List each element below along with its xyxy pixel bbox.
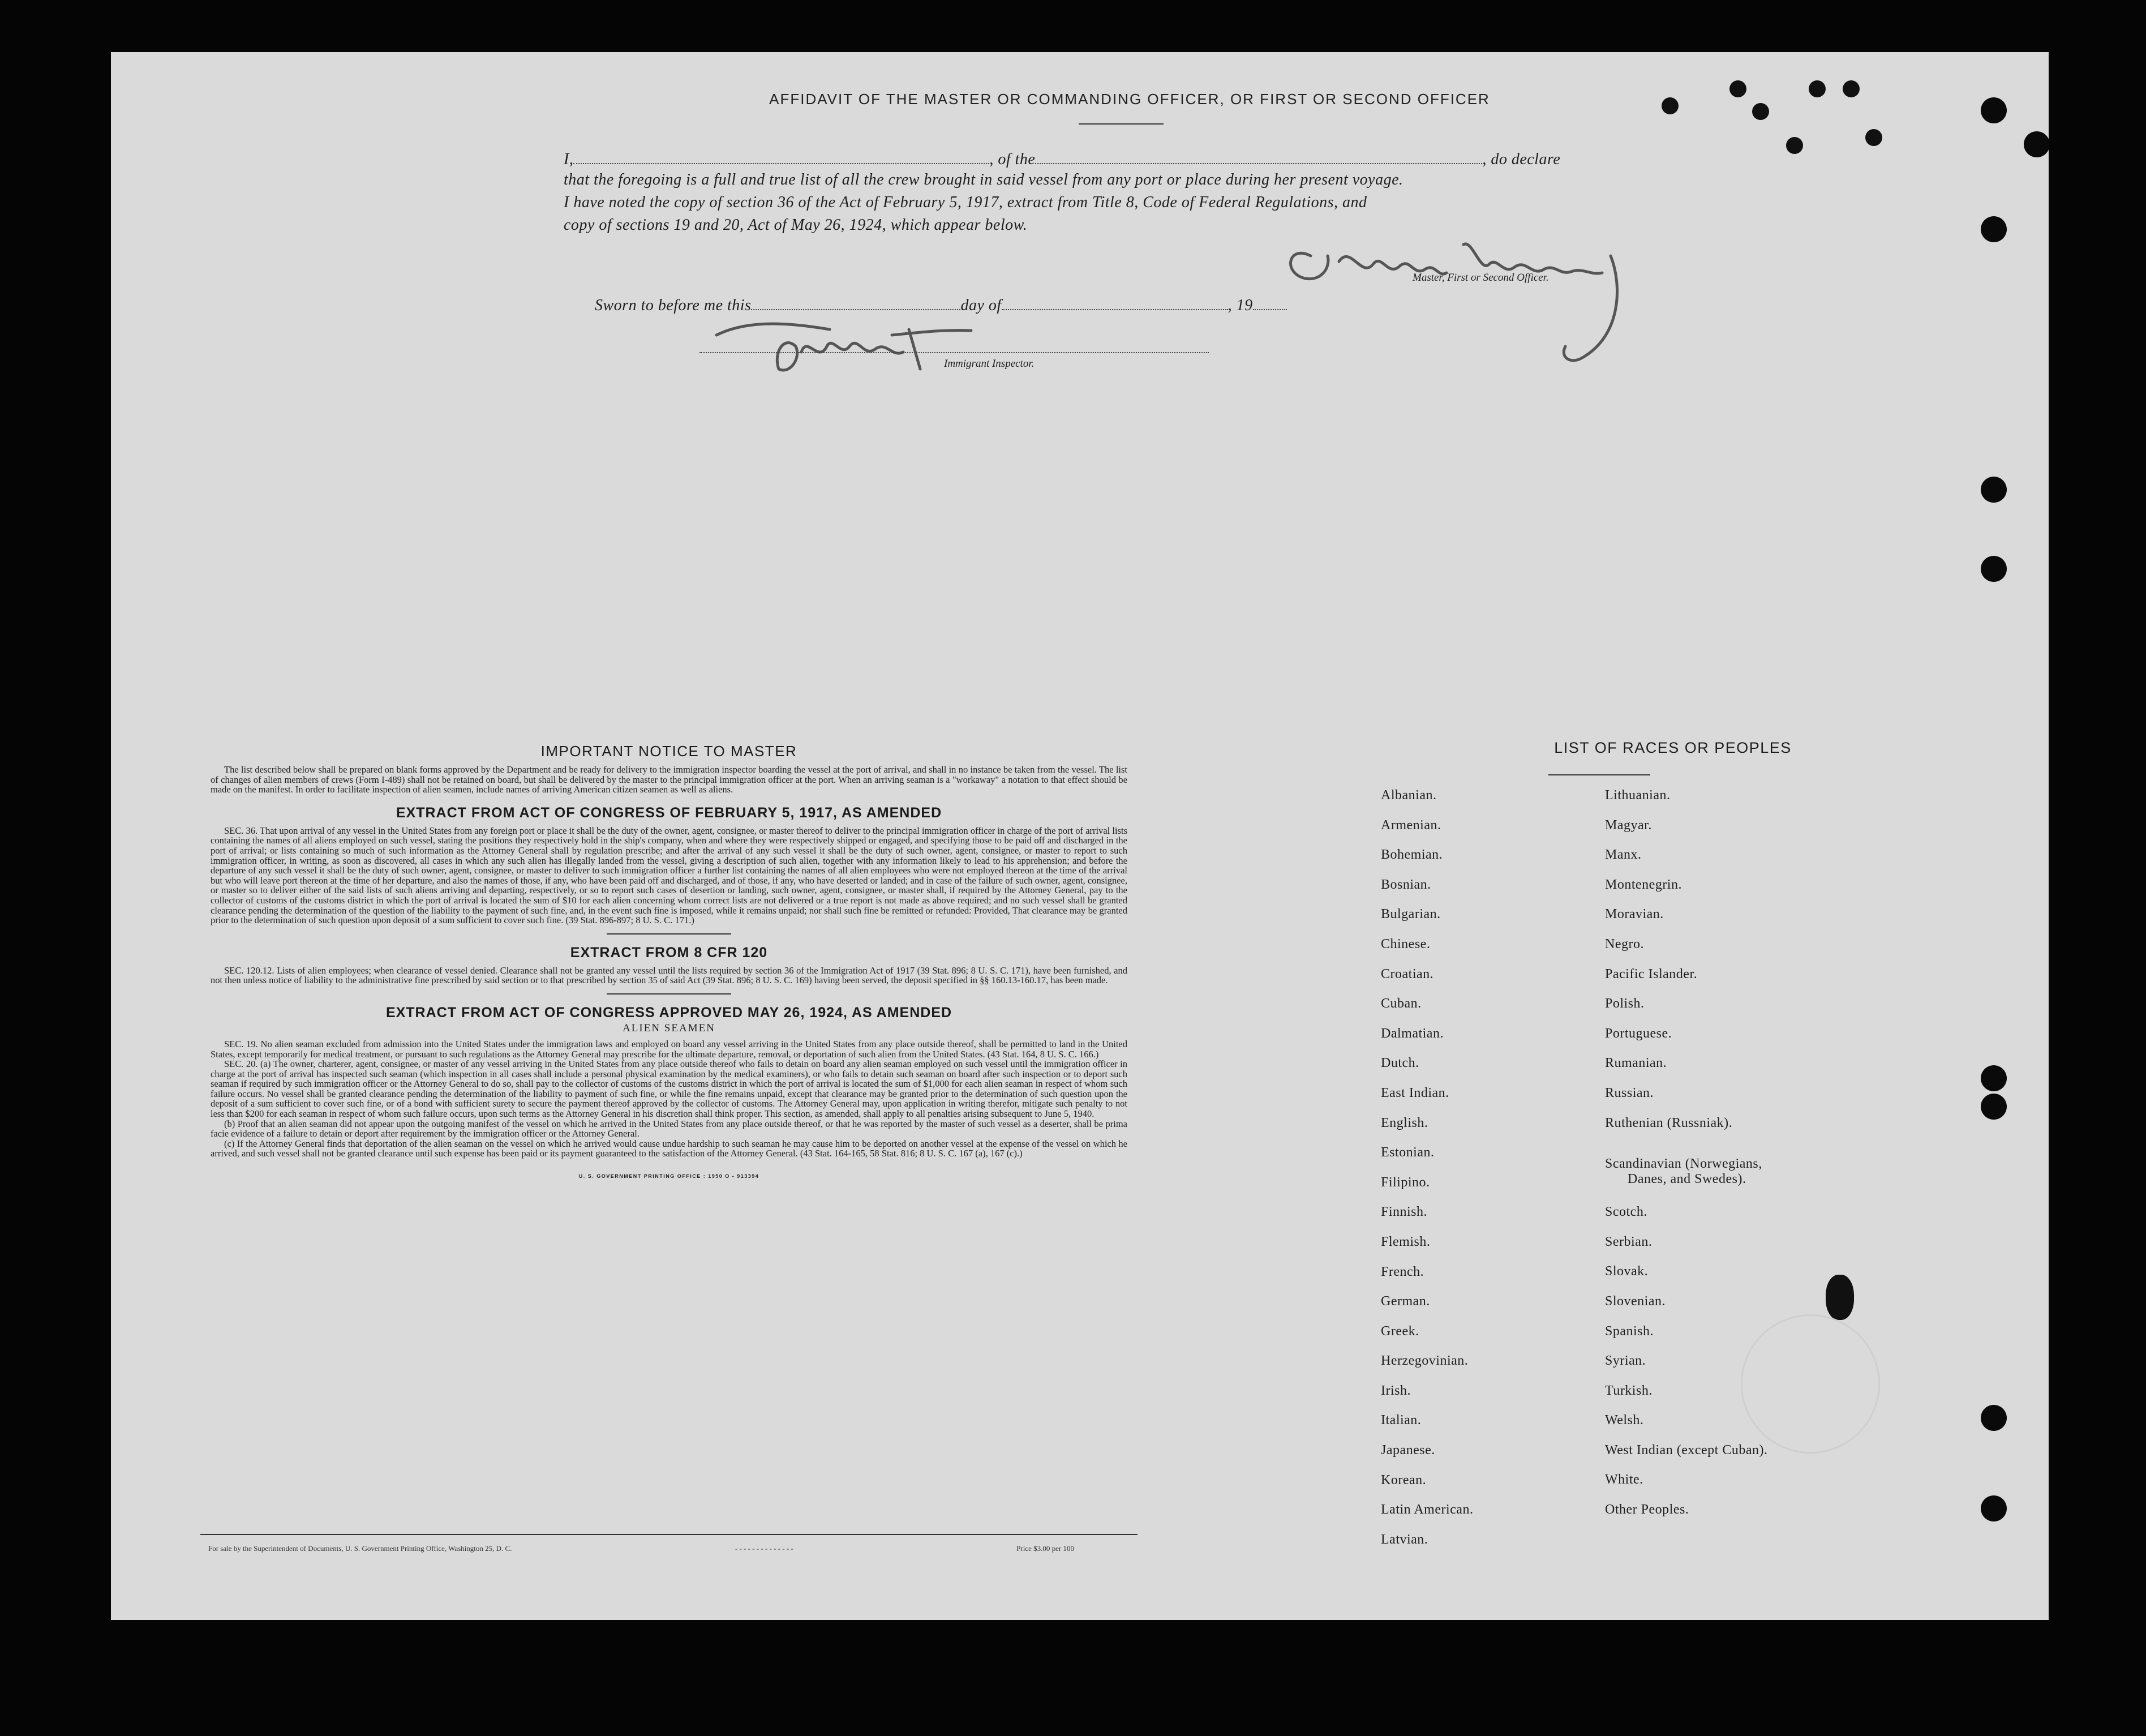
extract-cfr-title: EXTRACT FROM 8 CFR 120 bbox=[570, 944, 768, 961]
inspector-signature-caption: Immigrant Inspector. bbox=[944, 358, 1035, 370]
race-item: Filipino. bbox=[1381, 1175, 1430, 1190]
race-item: Bosnian. bbox=[1381, 877, 1431, 892]
ink-blot bbox=[1865, 129, 1882, 146]
race-item: Ruthenian (Russniak). bbox=[1605, 1115, 1733, 1130]
section-20c-text: (c) If the Attorney General finds that deportation of the alien seaman on the vessel on which he arrived would cause undue hardship to such seaman he may cause him to be deported on another vessel at the expense of the vessel on which he arrived, and such vessel shall not be granted clearance until such expense has been paid or its payment guaranteed to the satisfaction of the Attorney General. (43 Stat. 164-165, 58 Stat. 816; 8 U. S. C. 167 (a), 167 (c).) bbox=[211, 1138, 1127, 1159]
footer-dashes: - - - - - - - - - - - - - - bbox=[735, 1544, 793, 1553]
race-item: French. bbox=[1381, 1264, 1424, 1279]
extract-cfr-rule bbox=[607, 993, 731, 995]
ink-blot bbox=[1843, 80, 1860, 97]
section-120-12-text: SEC. 120.12. Lists of alien employees; when clearance of vessel denied. Clearance shall not be granted any vessel until the lists required by section 36 of the Immigration Act of 1917 (39 Stat. 896; 8 U. S. C. 171), have been furnished, and not then unless notice of liability to the administrative fine prescribed by said section or to that prescribed by section 35 of said Act (39 Stat. 896; 8 U. S. C. 169) having been served, the deposit specified in §§ 160.13-160.17, has been made. bbox=[211, 965, 1127, 986]
race-item: Serbian. bbox=[1605, 1234, 1653, 1249]
race-item: Bohemian. bbox=[1381, 847, 1443, 863]
extract-1924-title: EXTRACT FROM ACT OF CONGRESS APPROVED MAY 26, 1924, AS AMENDED bbox=[385, 1004, 952, 1021]
race-item: Negro. bbox=[1605, 936, 1644, 951]
race-item: Chinese. bbox=[1381, 936, 1431, 951]
binder-hole bbox=[1981, 1495, 2007, 1521]
race-item: Moravian. bbox=[1605, 907, 1664, 922]
binder-hole bbox=[1981, 1094, 2007, 1120]
race-item: Manx. bbox=[1605, 847, 1642, 863]
footer-sale-text: For sale by the Superintendent of Documents, U. S. Government Printing Office, Washington 25, D. C. bbox=[208, 1544, 512, 1553]
alien-seamen-subtitle: ALIEN SEAMEN bbox=[623, 1022, 715, 1034]
race-item: Pacific Islander. bbox=[1605, 966, 1698, 981]
master-signature-caption: Master, First or Second Officer. bbox=[1413, 272, 1549, 284]
race-item: Cuban. bbox=[1381, 996, 1422, 1011]
declaration-do-declare-label: , do declare bbox=[1482, 151, 1561, 168]
race-item: Albanian. bbox=[1381, 788, 1437, 803]
race-item: Armenian. bbox=[1381, 817, 1441, 833]
race-item: West Indian (except Cuban). bbox=[1605, 1442, 1768, 1458]
race-item: Russian. bbox=[1605, 1085, 1654, 1100]
race-item: Rumanian. bbox=[1605, 1056, 1667, 1071]
inspector-signature-line bbox=[699, 352, 1209, 353]
binder-hole bbox=[1981, 477, 2007, 503]
binder-hole bbox=[1981, 1405, 2007, 1431]
sworn-day-of-label: day of bbox=[960, 297, 1002, 314]
extract-cfr-body bbox=[211, 966, 1127, 985]
declarant-name-field[interactable] bbox=[573, 148, 989, 164]
extract-1917-rule bbox=[607, 933, 731, 935]
race-item: Croatian. bbox=[1381, 966, 1434, 981]
form-page bbox=[111, 52, 2049, 1620]
extract-1924-body bbox=[211, 1039, 1127, 1159]
races-left-column bbox=[1381, 788, 1619, 1562]
declaration-line-1 bbox=[564, 148, 1650, 171]
ink-blot bbox=[1662, 97, 1679, 114]
declaration-line-4: copy of sections 19 and 20, Act of May 26, 1924, which appear below. bbox=[564, 216, 1028, 234]
ink-blot bbox=[1729, 80, 1746, 97]
declaration-line-2: that the foregoing is a full and true list of all the crew brought in said vessel from any port or place during her present voyage. bbox=[564, 171, 1404, 188]
sworn-year-field[interactable] bbox=[1253, 294, 1287, 310]
important-notice-body bbox=[211, 765, 1127, 795]
race-item: Dutch. bbox=[1381, 1056, 1419, 1071]
race-item: Bulgarian. bbox=[1381, 907, 1441, 922]
race-scandinavian-line-2: Danes, and Swedes). bbox=[1628, 1172, 1746, 1187]
race-item: Slovak. bbox=[1605, 1264, 1649, 1279]
race-item: Lithuanian. bbox=[1605, 788, 1671, 803]
important-notice-title: IMPORTANT NOTICE TO MASTER bbox=[540, 743, 797, 760]
extract-1924-section bbox=[200, 1005, 1138, 1179]
binder-hole bbox=[2024, 131, 2049, 157]
declaration-line-3: I have noted the copy of section 36 of the Act of February 5, 1917, extract from Title 8, Code of Federal Regulations, and bbox=[564, 194, 1367, 211]
extract-1917-body bbox=[211, 826, 1127, 925]
race-item: Dalmatian. bbox=[1381, 1026, 1444, 1041]
notice-column bbox=[200, 743, 1138, 1189]
race-item: Scotch. bbox=[1605, 1205, 1647, 1220]
race-item: German. bbox=[1381, 1294, 1430, 1309]
ink-blot bbox=[1752, 103, 1769, 120]
race-item: Spanish. bbox=[1605, 1323, 1654, 1339]
race-item: Latvian. bbox=[1381, 1532, 1428, 1547]
extract-1917-section bbox=[200, 805, 1138, 935]
affidavit-title-rule bbox=[1079, 123, 1164, 125]
race-item: Irish. bbox=[1381, 1383, 1411, 1398]
race-item-scandinavian bbox=[1605, 1145, 1922, 1205]
faint-stamp bbox=[1741, 1314, 1880, 1454]
race-item: Turkish. bbox=[1605, 1383, 1653, 1398]
footer-price: Price $3.00 per 100 bbox=[1016, 1544, 1074, 1553]
race-scandinavian-line-1: Scandinavian (Norwegians, bbox=[1605, 1156, 1762, 1172]
race-item: Syrian. bbox=[1605, 1353, 1646, 1369]
race-item: Polish. bbox=[1605, 996, 1645, 1011]
race-item: English. bbox=[1381, 1115, 1428, 1130]
race-item: Herzegovinian. bbox=[1381, 1353, 1469, 1369]
race-item: Magyar. bbox=[1605, 817, 1652, 833]
ink-blot bbox=[1809, 80, 1826, 97]
ink-blot bbox=[1786, 137, 1803, 154]
declaration-i-label: I, bbox=[564, 151, 574, 168]
race-item: Estonian. bbox=[1381, 1145, 1435, 1160]
binder-hole bbox=[1981, 216, 2007, 242]
section-36-text: SEC. 36. That upon arrival of any vessel in the United States from any foreign port or place it shall be the duty of the owner, agent, consignee, or master thereof to deliver to the principal immigration officer in charge of the port of arrival lists containing the names of all aliens employed on such vessel, stating the positions they respectively hold in the ship's company, when and where they were respectively shipped or engaged, and specifying those to be paid off and discharged in the port of arrival; or lists containing so much of such information as the Attorney General shall by regulation prescribe; and after the arrival of any such vessel it shall be the duty of such owner, agent, consignee, or master to report to such immigration officer, in writing, as soon as discovered, all cases in which any such alien has illegally landed from the vessel, giving a description of such alien, together with any information likely to lead to his apprehension; and before the departure of any such vessel it shall be the duty of such owner, agent, consignee, or master to deliver to such immigration officer a further list containing the names of all alien employees who were not employed thereon at the time of the arrival but who will leave port thereon at the time of her departure, and also the names of those, if any, who have been paid off and discharged, and of those, if any, who have deserted or landed; and in case of the failure of such owner, agent, consignee, or master so to deliver either of the said lists of such aliens arriving and departing, respectively, or so to report such cases of desertion or landing, such owner, agent, consignee, or master shall, if required by the Attorney General, pay to the collector of customs of the customs district in which the port of arrival is located the sum of $10 for each alien concerning whom correct lists are not delivered or a true report is not made as above required; and no such vessel shall be granted clearance pending the determination of the question of the liability to the payment of such fine, and, in the event such fine is imposed, while it remains unpaid; nor shall such fine be remitted or refunded: Provided, That clearance may be granted prior to the determination of such question upon deposit of a sum sufficient to cover such fine. (39 Stat. 896-897; 8 U. S. C. 171.) bbox=[211, 825, 1127, 926]
footer-rule bbox=[200, 1534, 1138, 1535]
sale-footer bbox=[208, 1544, 1074, 1553]
race-item: White. bbox=[1605, 1472, 1643, 1488]
race-item: Slovenian. bbox=[1605, 1293, 1666, 1309]
sworn-label: Sworn to before me this bbox=[595, 297, 752, 314]
extract-1917-title: EXTRACT FROM ACT OF CONGRESS OF FEBRUARY 5, 1917, AS AMENDED bbox=[396, 804, 942, 821]
race-item: Welsh. bbox=[1605, 1413, 1644, 1428]
races-title: LIST OF RACES OR PEOPLES bbox=[1554, 739, 1792, 756]
race-item: Japanese. bbox=[1381, 1443, 1435, 1458]
section-20b-text: (b) Proof that an alien seaman did not appear upon the outgoing manifest of the vessel on which he arrived in the United States from any place outside thereof, or that he was reported by the master of such vessel as a deserter, shall be prima facie evidence of a failure to detain or deport after requirement by the immigration officer or the Attorney General. bbox=[211, 1118, 1127, 1139]
race-item: Korean. bbox=[1381, 1472, 1427, 1488]
race-item: Flemish. bbox=[1381, 1234, 1431, 1249]
declaration-of-the-label: , of the bbox=[989, 151, 1036, 168]
gpo-imprint: U. S. GOVERNMENT PRINTING OFFICE : 1950 O - 913394 bbox=[578, 1173, 759, 1180]
race-item: Latin American. bbox=[1381, 1502, 1474, 1518]
important-notice-section bbox=[200, 743, 1138, 795]
ink-blot bbox=[1826, 1275, 1854, 1320]
race-item: East Indian. bbox=[1381, 1085, 1449, 1100]
important-notice-text: The list described below shall be prepared on blank forms approved by the Department and be ready for delivery to the immigration inspector boarding the vessel at the port of arrival, and shall in no instance be taken from the vessel. The list of changes of alien members of crews (Form I-489) shall not be retained on board, but shall be delivered by the master to the principal immigration officer at the port. When an arriving seaman is a "workaway" a notation to that effect should be made on the manifest. In order to facilitate inspection of alien seamen, include names of arriving American citizen seamen as well as aliens. bbox=[211, 764, 1127, 795]
inspector-signature bbox=[705, 295, 977, 380]
race-item: Finnish. bbox=[1381, 1205, 1428, 1220]
section-19-text: SEC. 19. No alien seaman excluded from admission into the United States under the immigration laws and employed on board any vessel arriving in the United States from any place outside thereof, shall be permitted to land in the United States, except temporarily for medical treatment, or pursuant to such regulations as the Attorney General may prescribe for the ultimate departure, removal, or deportation of such alien from the United States. (43 Stat. 164, 8 U. S. C. 166.) bbox=[211, 1038, 1127, 1060]
vessel-name-field[interactable] bbox=[1035, 148, 1482, 164]
section-20a-text: SEC. 20. (a) The owner, charterer, agent, consignee, or master of any vessel arriving in the United States from any place outside thereof who fails to detain on board any alien seaman employed on such vessel until the immigration officer in charge at the port of arrival has inspected such seaman (which inspection in all cases shall include a personal physical examination by the medical examiners), or who fails to detain such seaman on board after such inspection or to deport such seaman if required by such immigration officer or the Attorney General to do so, shall pay to the collector of customs of the customs district in which the port of arrival is located the sum of $1,000 for each alien seaman in respect of whom such failure occurs. No vessel shall be granted clearance pending the determination of the liability to payment of such fine, or while the fine remains unpaid, except that clearance may be granted prior to the determination of such question upon the deposit of a sum sufficient to cover such fine, or of a bond with sufficient surety to secure the payment thereof approved by the collector of customs. The Attorney General may, upon application in writing therefor, mitigate such penalty to not less than $200 for each seaman in respect of whom such failure occurs, upon such terms as the Attorney General in his discretion shall think proper. This section, as amended, shall apply to all penalties arising subsequent to June 5, 1940. bbox=[211, 1058, 1127, 1120]
race-item: Greek. bbox=[1381, 1323, 1419, 1339]
sworn-year-label: , 19 bbox=[1227, 297, 1253, 314]
extract-cfr-section bbox=[200, 945, 1138, 995]
sworn-month-field[interactable] bbox=[1002, 294, 1228, 310]
binder-hole bbox=[1981, 97, 2007, 123]
binder-hole bbox=[1981, 556, 2007, 582]
race-item: Portuguese. bbox=[1605, 1026, 1672, 1041]
races-title-rule bbox=[1548, 774, 1650, 775]
race-item: Italian. bbox=[1381, 1413, 1422, 1428]
race-item: Other Peoples. bbox=[1605, 1502, 1689, 1518]
race-item: Montenegrin. bbox=[1605, 877, 1682, 892]
binder-hole bbox=[1981, 1065, 2007, 1091]
affidavit-title: AFFIDAVIT OF THE MASTER OR COMMANDING OFFICER, OR FIRST OR SECOND OFFICER bbox=[769, 91, 1490, 108]
